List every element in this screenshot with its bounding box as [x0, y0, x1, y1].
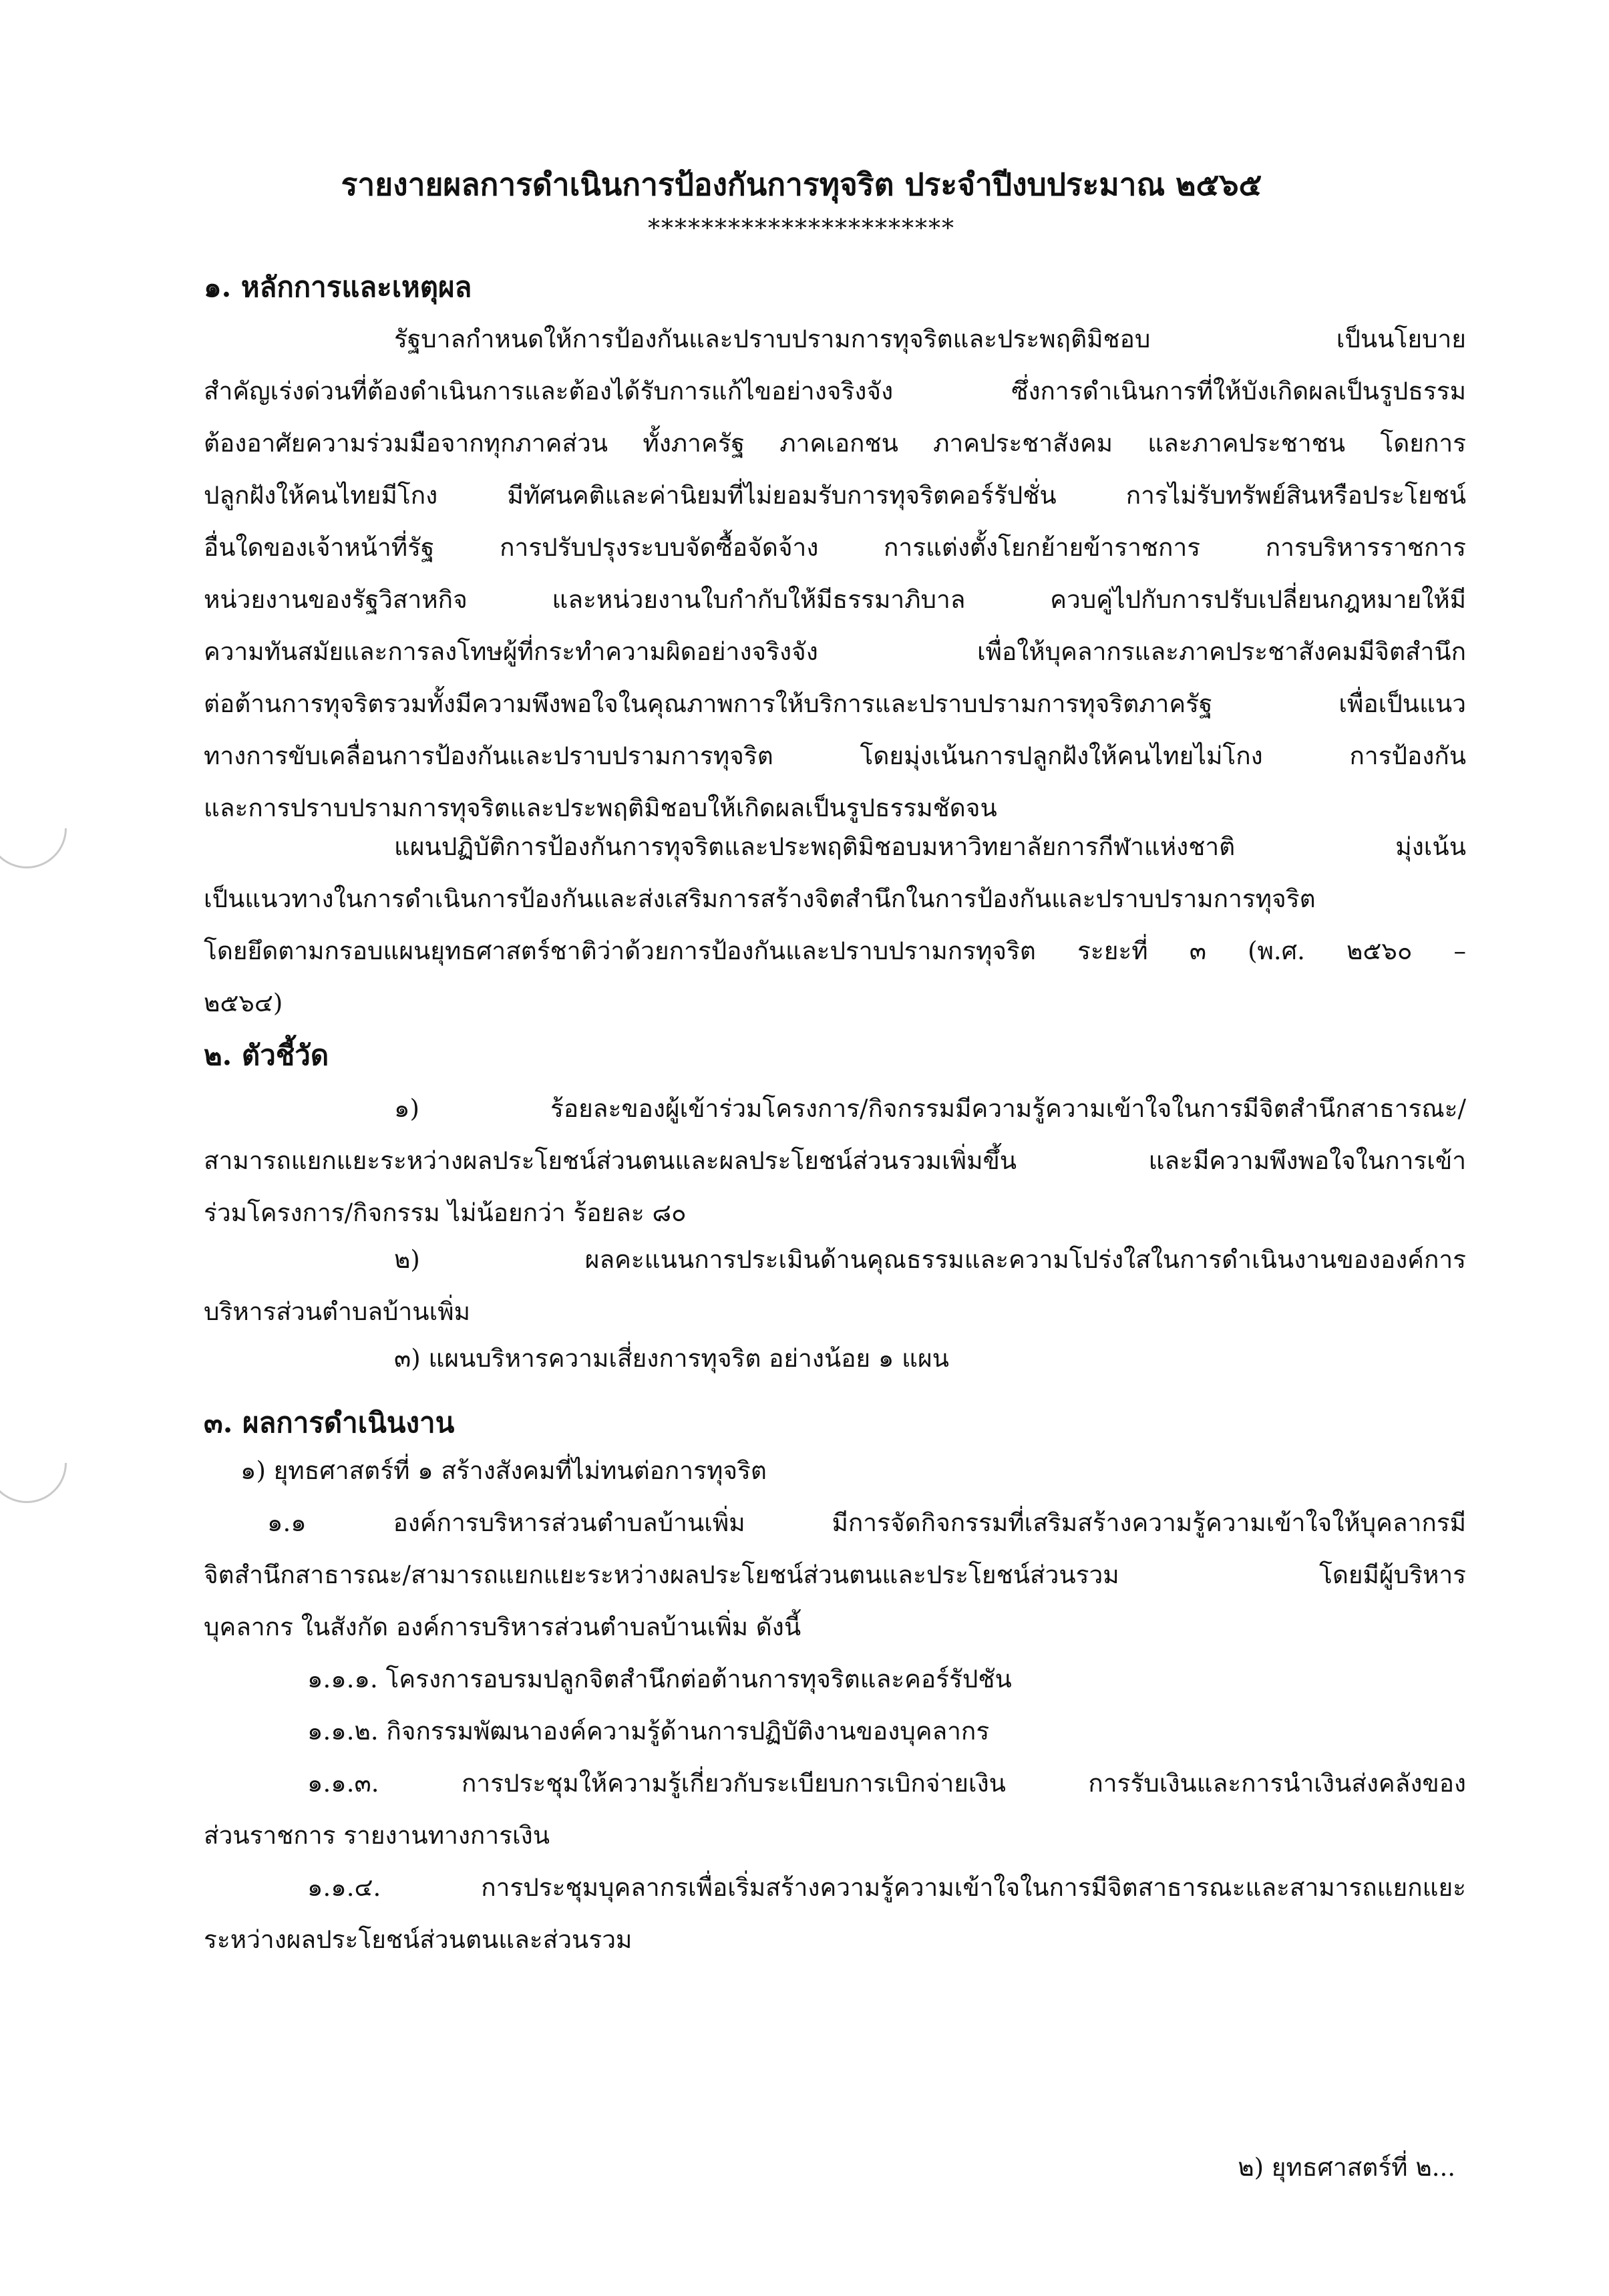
indicator2-line-2: บริหารส่วนตำบลบ้านเพิ่ม — [204, 1297, 470, 1326]
para2-line-4: ๒๕๖๔) — [204, 989, 283, 1017]
strategy1: ๑) ยุทธศาสตร์ที่ ๑ สร้างสังคมที่ไม่ทนต่อการทุจริต — [240, 1456, 767, 1485]
para1-line-9: ทางการขับเคลื่อนการป้องกันและปราบปรามการทุจริต โดยมุ่งเน้นการปลูกฝังให้คนไทยไม่โกง การป้องกัน — [204, 742, 1466, 770]
item113-line-2: ส่วนราชการ รายงานทางการเงิน — [204, 1821, 550, 1850]
para1-line-2: สำคัญเร่งด่วนที่ต้องดำเนินการและต้องได้รับการแก้ไขอย่างจริงจัง ซึ่งการดำเนินการที่ให้บังเกิดผลเป็นรูปธรรม — [204, 377, 1466, 405]
para2-line-3: โดยยึดตามกรอบแผนยุทธศาสตร์ชาติว่าด้วยการป้องกันและปราบปรามกรทุจริต ระยะที่ ๓ (พ.ศ. ๒๕๖๐ – — [204, 937, 1466, 965]
item111: ๑.๑.๑. โครงการอบรมปลูกจิตสำนึกต่อต้านการทุจริตและคอร์รัปชัน — [307, 1665, 1012, 1693]
indicator2-line-1: ๒) ผลคะแนนการประเมินด้านคุณธรรมและความโปร่งใสในการดำเนินงานขององค์การ — [394, 1245, 1466, 1274]
section3-heading: ๓. ผลการดำเนินงาน — [204, 1406, 455, 1439]
item11-line-2: จิตสำนึกสาธารณะ/สามารถแยกแยะระหว่างผลประโยชน์ส่วนตนและประโยชน์ส่วนรวม โดยมีผู้บริหาร — [204, 1561, 1466, 1589]
item112: ๑.๑.๒. กิจกรรมพัฒนาองค์ความรู้ด้านการปฏิบัติงานของบุคลากร — [307, 1717, 990, 1746]
indicator1-line-2: สามารถแยกแยะระหว่างผลประโยชน์ส่วนตนและผลประโยชน์ส่วนรวมเพิ่มขึ้น และมีความพึงพอใจในการเข้า — [204, 1146, 1466, 1175]
indicator1-line-1: ๑) ร้อยละของผู้เข้าร่วมโครงการ/กิจกรรมมีความรู้ความเข้าใจในการมีจิตสำนึกสาธารณะ/ — [394, 1094, 1466, 1123]
para1-line-3: ต้องอาศัยความร่วมมือจากทุกภาคส่วน ทั้งภาครัฐ ภาคเอกชน ภาคประชาสังคม และภาคประชาชน โดยการ — [204, 429, 1466, 458]
para1-line-7: ความทันสมัยและการลงโทษผู้ที่กระทำความผิดอย่างจริงจัง เพื่อให้บุคลากรและภาคประชาสังคมมีจิตสำนึก — [204, 637, 1466, 666]
para1-line-4: ปลูกฝังให้คนไทยมีโกง มีทัศนคติและค่านิยมที่ไม่ยอมรับการทุจริตคอร์รัปชั่น การไม่รับทรัพย์สินหรือประโยชน์ — [204, 481, 1466, 510]
para1-line-1: รัฐบาลกำหนดให้การป้องกันและปราบปรามการทุจริตและประพฤติมิชอบ เป็นนโยบาย — [394, 325, 1466, 353]
para2-line-1: แผนปฏิบัติการป้องกันการทุจริตและประพฤติมิชอบมหาวิทยาลัยการกีฬาแห่งชาติ มุ่งเน้น — [394, 832, 1466, 861]
title-divider: *********************** — [648, 215, 955, 242]
page-footer-continuation: ๒) ยุทธศาสตร์ที่ ๒... — [1238, 2153, 1455, 2182]
item114-line-2: ระหว่างผลประโยชน์ส่วนตนและส่วนรวม — [204, 1925, 633, 1954]
para1-line-10: และการปราบปรามการทุจริตและประพฤติมิชอบให้เกิดผลเป็นรูปธรรมชัดจน — [204, 794, 997, 822]
document-title: รายงายผลการดำเนินการป้องกันการทุจริต ประจำปีงบประมาณ ๒๕๖๕ — [341, 166, 1262, 202]
punch-hole-bottom — [0, 1406, 83, 1520]
para2-line-2: เป็นแนวทางในการดำเนินการป้องกันและส่งเสริมการสร้างจิตสำนึกในการป้องกันและปราบปรามการทุจริต — [204, 884, 1316, 913]
item113-line-1: ๑.๑.๓. การประชุมให้ความรู้เกี่ยวกับระเบียบการเบิกจ่ายเงิน การรับเงินและการนำเงินส่งคลังของ — [307, 1769, 1466, 1798]
section1-heading: ๑. หลักการและเหตุผล — [204, 271, 472, 303]
item11-line-3: บุคลากร ในสังกัด องค์การบริหารส่วนตำบลบ้านเพิ่ม ดังนี้ — [204, 1613, 801, 1641]
section2-heading: ๒. ตัวชี้วัด — [204, 1039, 329, 1072]
para1-line-6: หน่วยงานของรัฐวิสาหกิจ และหน่วยงานใบกำกับให้มีธรรมาภิบาล ควบคู่ไปกับการปรับเปลี่ยนกฎหมายให้มี — [204, 585, 1466, 614]
item114-line-1: ๑.๑.๔. การประชุมบุคลากรเพื่อเริ่มสร้างความรู้ความเข้าใจในการมีจิตสาธารณะและสามารถแยกแยะ — [307, 1873, 1466, 1902]
punch-hole-top — [0, 772, 83, 885]
para1-line-8: ต่อต้านการทุจริตรวมทั้งมีความพึงพอใจในคุณภาพการให้บริการและปราบปรามการทุจริตภาครัฐ เพื่อเป็นแนว — [204, 689, 1466, 718]
indicator1-line-3: ร่วมโครงการ/กิจกรรม ไม่น้อยกว่า ร้อยละ ๘๐ — [204, 1198, 687, 1227]
item11-line-1: ๑.๑ องค์การบริหารส่วนตำบลบ้านเพิ่ม มีการจัดกิจกรรมที่เสริมสร้างความรู้ความเข้าใจให้บุคลากรมี — [267, 1508, 1466, 1537]
para1-line-5: อื่นใดของเจ้าหน้าที่รัฐ การปรับปรุงระบบจัดซื้อจัดจ้าง การแต่งตั้งโยกย้ายข้าราชการ การบริหารราชการ — [204, 533, 1466, 562]
indicator3: ๓) แผนบริหารความเสี่ยงการทุจริต อย่างน้อย ๑ แผน — [394, 1344, 949, 1373]
